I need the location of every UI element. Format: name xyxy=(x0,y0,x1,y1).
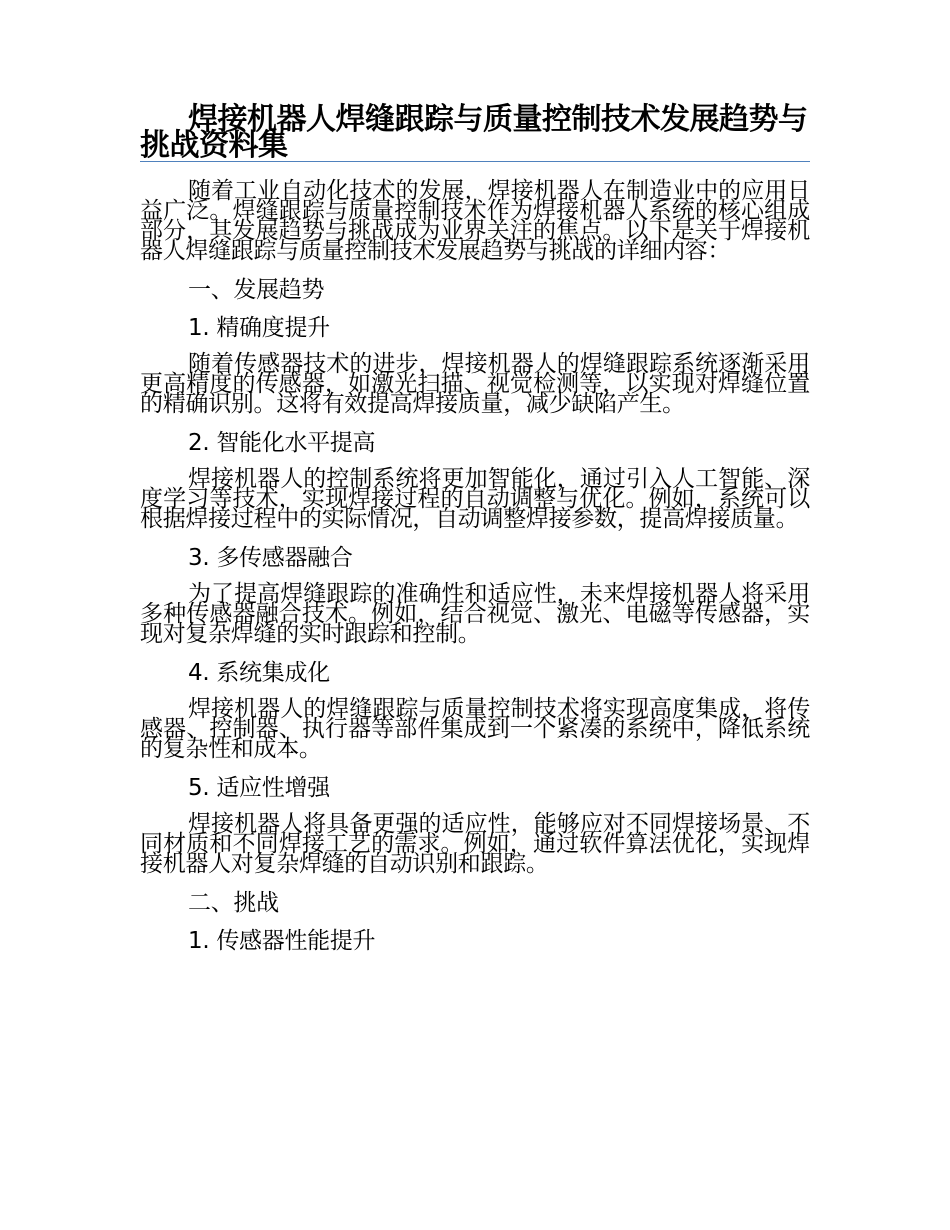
document-title: 焊接机器人焊缝跟踪与质量控制技术发展趋势与挑战资料集 xyxy=(140,102,808,163)
subheading-adaptability: 5. 适应性增强 xyxy=(188,775,330,801)
subheading-intelligence: 2. 智能化水平提高 xyxy=(188,430,376,456)
paragraph-sensor-fusion: 为了提高焊缝跟踪的准确性和适应性，未来焊接机器人将采用多种传感器融合技术。例如，结合视觉、激光、电磁等传感器，实现对复杂焊缝的实时跟踪和控制。 xyxy=(140,581,810,647)
paragraph-precision: 随着传感器技术的进步，焊接机器人的焊缝跟踪系统逐渐采用更高精度的传感器，如激光扫描、视觉检测等，以实现对焊缝位置的精确识别。这将有效提高焊接质量，减少缺陷产生。 xyxy=(140,351,810,417)
paragraph-intelligence: 焊接机器人的控制系统将更加智能化，通过引入人工智能、深度学习等技术，实现焊接过程的自动调整与优化。例如，系统可以根据焊接过程中的实际情况，自动调整焊接参数，提高焊接质量。 xyxy=(140,466,810,532)
subheading-precision: 1. 精确度提升 xyxy=(188,315,330,341)
section-heading-trends: 一、发展趋势 xyxy=(188,277,325,303)
paragraph-integration: 焊接机器人的焊缝跟踪与质量控制技术将实现高度集成，将传感器、控制器、执行器等部件集成到一个紧凑的系统中，降低系统的复杂性和成本。 xyxy=(140,696,810,762)
subheading-sensor-fusion: 3. 多传感器融合 xyxy=(188,545,353,571)
paragraph-adaptability: 焊接机器人将具备更强的适应性，能够应对不同焊接场景、不同材质和不同焊接工艺的需求。例如，通过软件算法优化，实现焊接机器人对复杂焊缝的自动识别和跟踪。 xyxy=(140,811,810,877)
subheading-integration: 4. 系统集成化 xyxy=(188,660,330,686)
section-heading-challenges: 二、挑战 xyxy=(188,890,279,916)
title-underline xyxy=(140,161,810,162)
subheading-sensor-performance: 1. 传感器性能提升 xyxy=(188,928,376,954)
intro-paragraph: 随着工业自动化技术的发展，焊接机器人在制造业中的应用日益广泛。焊缝跟踪与质量控制技术作为焊接机器人系统的核心组成部分，其发展趋势与挑战成为业界关注的焦点。以下是关于焊接机器人焊缝跟踪与质量控制技术发展趋势与挑战的详细内容： xyxy=(140,178,810,264)
document-body xyxy=(140,178,810,967)
